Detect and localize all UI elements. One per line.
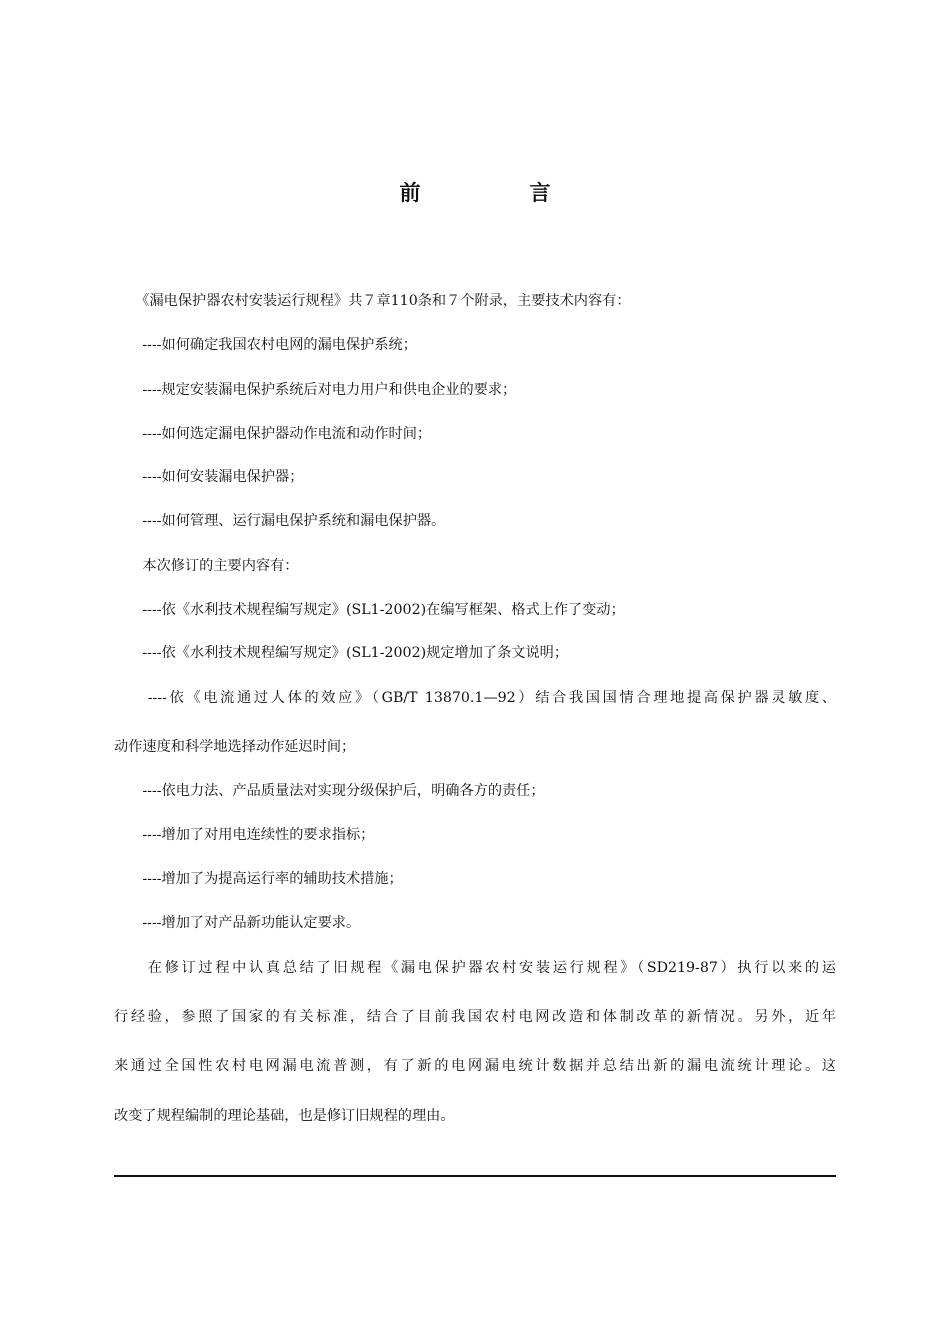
bottom-divider — [114, 1175, 836, 1177]
list-item: ----如何安装漏电保护器； — [114, 469, 304, 485]
paragraph-intro: 《漏电保护器农村安装运行规程》共７章110条和７个附录，主要技术内容有： — [114, 293, 631, 309]
list-item: ----依《电流通过人体的效应》（GB/T 13870.1—92）结合我国国情合理地提高保护器灵敏度、 — [114, 690, 836, 706]
list-item: ----依《水利技术规程编写规定》(SL1-2002)在编写框架、格式上作了变动； — [114, 602, 625, 618]
list-item: ----如何管理、运行漏电保护系统和漏电保护器。 — [114, 513, 446, 529]
list-item: ----增加了对产品新功能认定要求。 — [114, 915, 361, 931]
paragraph-closing-line: 行经验，参照了国家的有关标准，结合了目前我国农村电网改造和体制改革的新情况。另外，近年 — [114, 1009, 836, 1025]
list-item: ----规定安装漏电保护系统后对电力用户和供电企业的要求； — [114, 382, 517, 398]
page-title: 前 言 — [399, 181, 595, 205]
paragraph-closing: 在修订过程中认真总结了旧规程《漏电保护器农村安装运行规程》（SD219-87）执行以来的运 — [114, 960, 836, 976]
list-item-continuation: 动作速度和科学地选择动作延迟时间； — [114, 739, 356, 755]
list-item: ----增加了为提高运行率的辅助技术措施； — [114, 871, 403, 887]
list-item: ----依《水利技术规程编写规定》(SL1-2002)规定增加了条文说明； — [114, 645, 569, 661]
paragraph-revision-heading: 本次修订的主要内容有： — [114, 558, 299, 574]
list-item: ----如何选定漏电保护器动作电流和动作时间； — [114, 426, 432, 442]
list-item: ----依电力法、产品质量法对实现分级保护后，明确各方的责任； — [114, 783, 545, 799]
list-item: ----增加了对用电连续性的要求指标； — [114, 827, 375, 843]
paragraph-closing-line: 改变了规程编制的理论基础，也是修订旧规程的理由。 — [114, 1108, 455, 1124]
paragraph-closing-line: 来通过全国性农村电网漏电流普测，有了新的电网漏电统计数据并总结出新的漏电流统计理论。这 — [114, 1058, 836, 1074]
list-item: ----如何确定我国农村电网的漏电保护系统； — [114, 337, 417, 353]
